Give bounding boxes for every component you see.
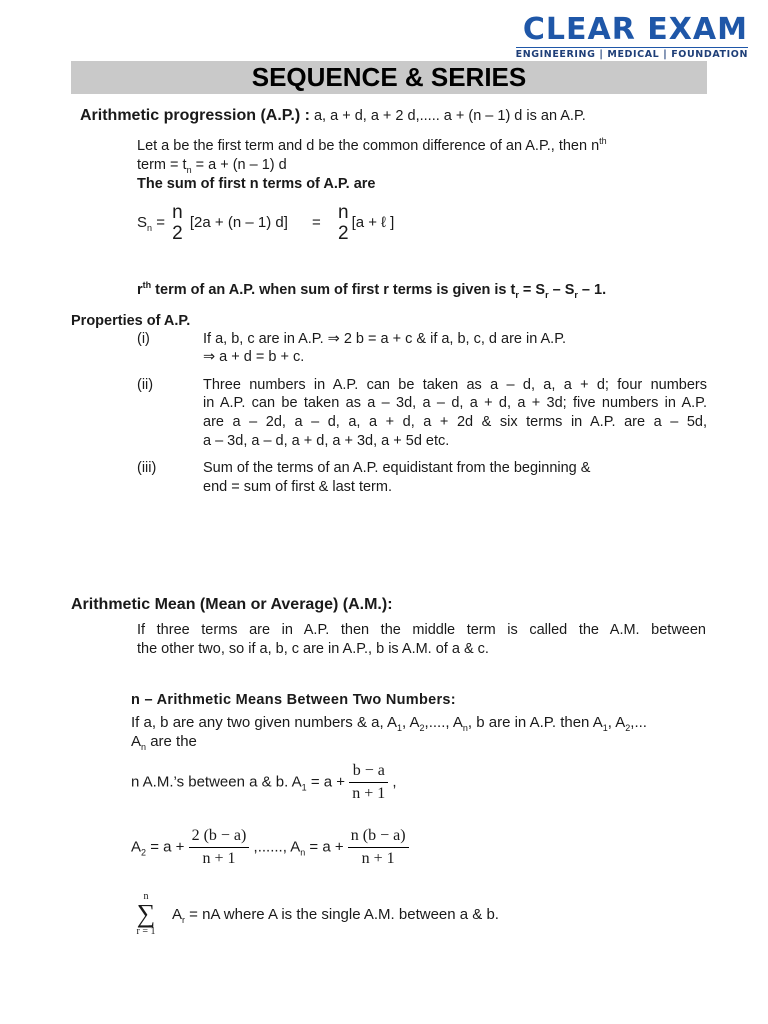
sn-expression-1: [2a + (n – 1) d]	[185, 213, 288, 231]
nam-l1-text-e: , A	[607, 714, 626, 731]
brand-logo	[516, 14, 748, 60]
a1-fraction-den: n + 1	[352, 785, 386, 802]
sn-fraction-2-den: 2	[337, 223, 349, 244]
a2-fraction	[189, 825, 250, 870]
sn-expression-2: [a + ℓ ]	[351, 213, 395, 231]
sn-sub: n	[147, 222, 153, 233]
ap-term-formula: = a + (n – 1) d	[191, 157, 287, 173]
sn-formula	[137, 202, 394, 244]
am-heading: Arithmetic Mean (Mean or Average) (A.M.):	[71, 596, 393, 613]
sn-equals-2: =	[312, 213, 321, 231]
rth-text-3: – S	[548, 282, 575, 298]
nam-line-3	[131, 760, 397, 805]
ap-definition-sup: th	[599, 136, 607, 147]
property-2-line-1: Three numbers in A.P. can be taken as a – d, a, a + d; four numbers	[203, 377, 707, 393]
nam-l1-sub-4: 1	[602, 723, 608, 733]
rth-sub-2: r	[545, 289, 549, 300]
nam-l1-text-d: , b are in A.P. then A	[467, 714, 603, 731]
nam-l4-sub-1: 2	[141, 847, 147, 858]
nam-l4-sub-2: n	[300, 847, 306, 858]
nam-line-2	[131, 733, 197, 751]
nam-l5-sub: r	[182, 915, 186, 925]
rth-text-2: = S	[518, 282, 546, 298]
a2-fraction-num: 2 (b − a)	[189, 825, 250, 848]
sn-fraction-2-num: n	[337, 202, 349, 223]
property-2-line-4: a – 3d, a – d, a + d, a + 3d, a + 5d etc.	[203, 433, 450, 449]
sigma-lower: r = 1	[136, 926, 156, 937]
rth-term-line	[137, 281, 606, 299]
nam-l2-a: A	[131, 733, 142, 750]
ap-definition-text: Let a be the first term and d be the common difference of an A.P., then n	[137, 138, 600, 154]
nam-l4-c: ,......, A	[249, 838, 301, 856]
nam-l4-d: = a +	[305, 838, 348, 856]
sn-fraction-1-num: n	[172, 202, 183, 223]
nam-l2-b: are the	[146, 733, 197, 750]
nam-heading: n – Arithmetic Means Between Two Numbers:	[131, 692, 456, 708]
sn-fraction-1-den: 2	[172, 223, 183, 244]
a2-fraction-den: n + 1	[202, 850, 236, 867]
nam-l1-text-a: If a, b are any two given numbers & a, A	[131, 714, 397, 731]
nam-l1-sub-3: n	[462, 723, 468, 733]
brand-name: CLEAR EXAM	[522, 12, 748, 47]
ap-sum-heading: The sum of first n terms of A.P. are	[137, 176, 376, 192]
property-2-num: (ii)	[137, 377, 154, 393]
ap-term-sub: n	[186, 164, 192, 175]
nam-l3-b: = a +	[306, 773, 350, 791]
ap-heading-rest: a, a + d, a + 2 d,..... a + (n – 1) d is an A.P.	[309, 108, 586, 124]
title-bar	[71, 61, 707, 94]
property-1-line-2: ⇒ a + d = b + c.	[203, 349, 305, 365]
property-3-line-2: end = sum of first & last term.	[203, 479, 392, 495]
property-1-num: (i)	[137, 331, 150, 347]
nam-l4-b: = a +	[146, 838, 189, 856]
sigma-icon: ∑	[136, 899, 156, 928]
an-fraction-num: n (b − a)	[348, 825, 409, 848]
ap-definition-line1	[137, 137, 607, 155]
nam-l2-sub: n	[141, 742, 147, 752]
rth-r: r	[137, 282, 143, 298]
properties-heading: Properties of A.P.	[71, 313, 191, 329]
a1-fraction	[349, 760, 388, 805]
rth-text-4: – 1.	[577, 282, 607, 298]
nam-l1-text-b: , A	[402, 714, 420, 731]
sn-equals: =	[152, 213, 170, 231]
am-line-1: If three terms are in A.P. then the middle term is called the A.M. between	[137, 622, 706, 638]
nam-l3-sub: 1	[301, 782, 307, 793]
nam-l1-sub-5: 2	[625, 723, 631, 733]
an-fraction	[348, 825, 409, 870]
nam-l1-text-f: ,...	[630, 714, 647, 731]
rth-sup: th	[142, 280, 152, 291]
nam-l1-text-c: ,...., A	[424, 714, 463, 731]
ap-heading-line	[80, 107, 586, 125]
ap-definition-line2	[137, 156, 287, 174]
nam-l4-a: A	[131, 838, 142, 856]
nam-line-4	[131, 825, 409, 870]
nam-l3-c: ,	[388, 773, 397, 791]
sn-label: S	[137, 213, 148, 231]
sigma-upper: n	[143, 891, 149, 902]
nam-l1-sub-1: 1	[396, 723, 402, 733]
sn-fraction-2	[335, 202, 352, 244]
property-3-num: (iii)	[137, 460, 157, 476]
nam-line-1	[131, 714, 647, 732]
property-2-line-3: are a – 2d, a – d, a, a + d, a + 2d & six terms in A.P. are a – 5d,	[203, 414, 707, 430]
page-title: SEQUENCE & SERIES	[251, 62, 527, 92]
nam-line-5	[172, 906, 499, 924]
ap-term-label: term = t	[137, 157, 187, 173]
rth-text: term of an A.P. when sum of first r terms is given is t	[151, 282, 516, 298]
an-fraction-den: n + 1	[361, 850, 395, 867]
nam-l1-sub-2: 2	[419, 723, 425, 733]
nam-l5-a: A	[172, 906, 183, 923]
am-line-2: the other two, so if a, b, c are in A.P., b is A.M. of a & c.	[137, 641, 489, 657]
nam-l3-a: n A.M.’s between a & b. A	[131, 773, 302, 791]
brand-tagline: ENGINEERING | MEDICAL | FOUNDATION	[515, 49, 748, 60]
property-3-line-1: Sum of the terms of an A.P. equidistant from the beginning &	[203, 460, 591, 476]
property-2-line-2: in A.P. can be taken as a – 3d, a – d, a + d, a + 3d; five numbers in A.P.	[203, 395, 707, 411]
rth-sub-3: r	[574, 289, 578, 300]
summation	[133, 891, 159, 937]
property-1-line-1: If a, b, c are in A.P. ⇒ 2 b = a + c & if a, b, c, d are in A.P.	[203, 331, 567, 347]
a1-fraction-num: b − a	[349, 760, 388, 783]
rth-sub-1: r	[515, 289, 519, 300]
sn-fraction-1	[169, 202, 186, 244]
nam-l5-b: = nA where A is the single A.M. between a & b.	[185, 906, 499, 923]
ap-heading: Arithmetic progression (A.P.) :	[80, 107, 310, 124]
